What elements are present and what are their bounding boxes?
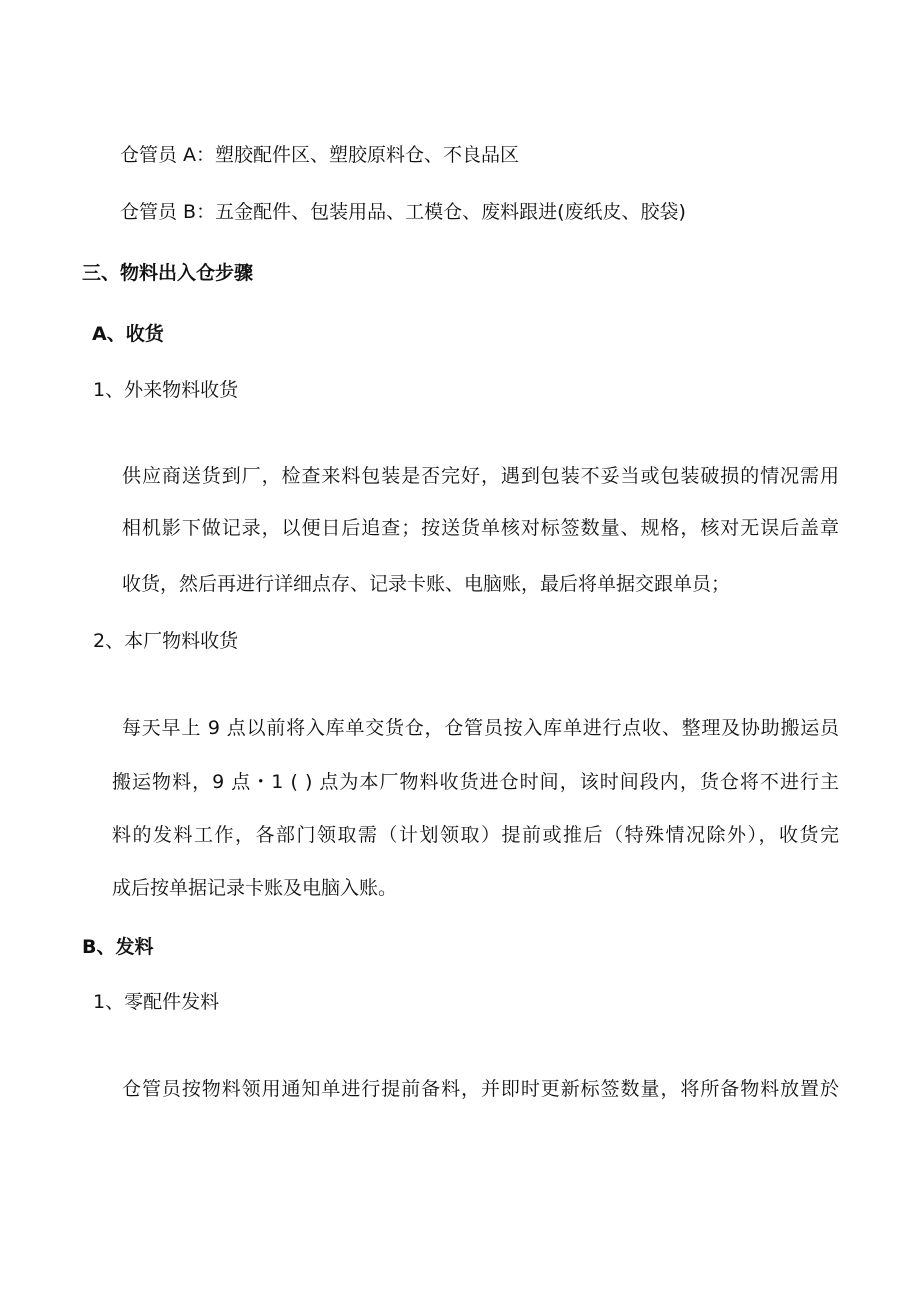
section-a-heading: A、收货 bbox=[92, 323, 164, 345]
item-a1-body-line-1: 供应商送货到厂，检查来料包装是否完好，遇到包装不妥当或包装破损的情况需用 bbox=[122, 465, 839, 487]
item-a2-body-line-4: 成后按单据记录卡账及电脑入账。 bbox=[112, 877, 398, 899]
item-a1-title: 1、外来物料收货 bbox=[93, 379, 239, 401]
section-3-heading: 三、物料出入仓步骤 bbox=[82, 262, 254, 284]
keeper-a-line: 仓管员 A：塑胶配件区、塑胶原料仓、不良品区 bbox=[120, 144, 520, 166]
item-a2-body-line-3: 料的发料工作，各部门领取需（计划领取）提前或推后（特殊情况除外），收货完 bbox=[112, 824, 839, 846]
item-b1-body-line-1: 仓管员按物料领用通知单进行提前备料，并即时更新标签数量，将所备物料放置於 bbox=[122, 1078, 839, 1100]
item-a2-body-line-1: 每天早上 9 点以前将入库单交货仓，仓管员按入库单进行点收、整理及协助搬运员 bbox=[122, 717, 839, 739]
keeper-b-line: 仓管员 B：五金配件、包装用品、工模仓、废料跟进(废纸皮、胶袋) bbox=[120, 201, 686, 223]
item-a1-body-line-3: 收货，然后再进行详细点存、记录卡账、电脑账，最后将单据交跟单员； bbox=[122, 573, 731, 595]
item-a1-body-line-2: 相机影下做记录，以便日后追查；按送货单核对标签数量、规格，核对无误后盖章 bbox=[122, 517, 839, 539]
item-a2-title: 2、本厂物料收货 bbox=[93, 630, 239, 652]
item-a2-body-line-2: 搬运物料，9 点・1 ( ) 点为本厂物料收货进仓时间，该时间段内，货仓将不进行主 bbox=[112, 771, 839, 793]
item-b1-title: 1、零配件发料 bbox=[93, 991, 220, 1013]
section-b-heading: B、发料 bbox=[82, 936, 154, 958]
